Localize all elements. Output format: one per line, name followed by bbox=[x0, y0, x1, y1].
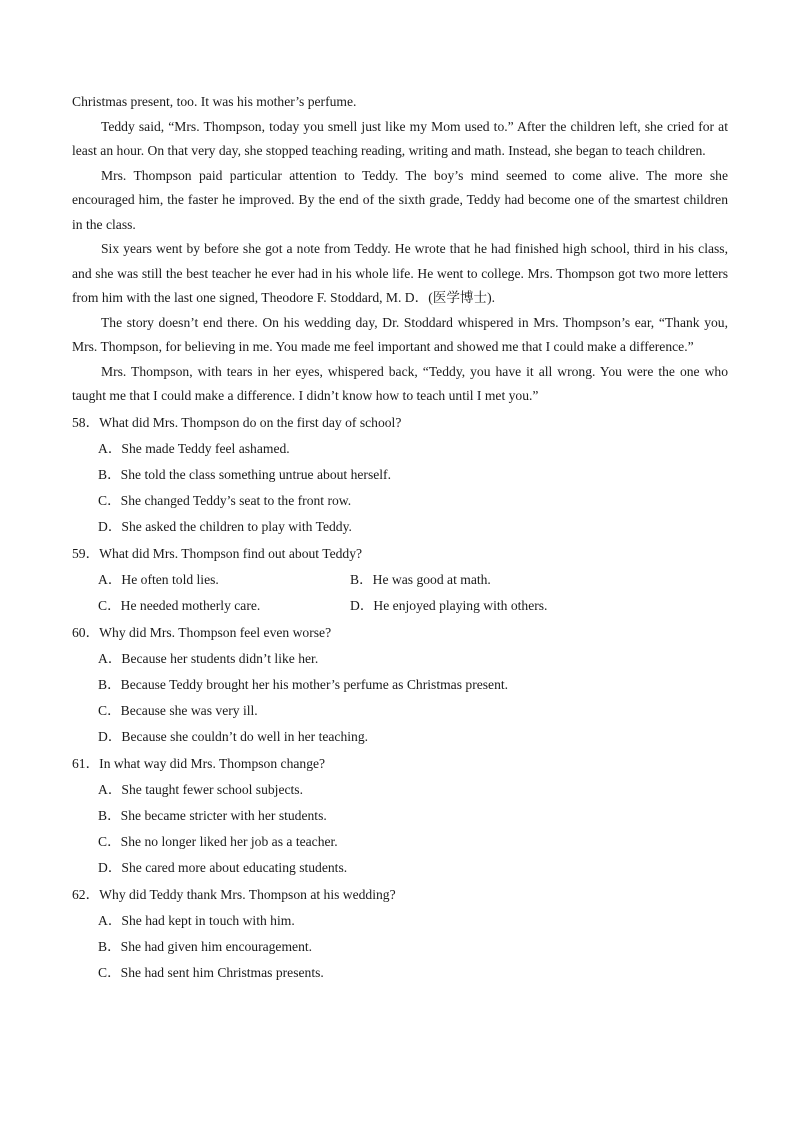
option-a: A．She had kept in touch with him. bbox=[98, 912, 295, 928]
question-stem: 60．Why did Mrs. Thompson feel even worse? bbox=[72, 624, 332, 640]
option-b: B．She had given him encouragement. bbox=[98, 938, 313, 954]
question-58 bbox=[72, 410, 728, 540]
question-stem: 58．What did Mrs. Thompson do on the first day of school? bbox=[72, 414, 402, 430]
option-c: C．She no longer liked her job as a teacher. bbox=[98, 833, 338, 849]
option-c: C．She changed Teddy’s seat to the front row. bbox=[98, 492, 352, 508]
question-stem: 59．What did Mrs. Thompson find out about Teddy? bbox=[72, 545, 363, 561]
option-list bbox=[72, 646, 728, 750]
option-d: D．She cared more about educating students. bbox=[98, 859, 348, 875]
passage-paragraph-2: Teddy said, “Mrs. Thompson, today you smell just like my Mom used to.” After the children left, she cried for at least an hour. On that very day, she stopped teaching reading, writing and math. Instead, she began to teach children. bbox=[72, 118, 728, 158]
option-d: D．She asked the children to play with Teddy. bbox=[98, 518, 352, 534]
option-c: C．He needed motherly care. bbox=[98, 597, 261, 613]
option-list bbox=[72, 436, 728, 540]
option-a: A．She made Teddy feel ashamed. bbox=[98, 440, 290, 456]
passage-paragraph-5: The story doesn’t end there. On his wedding day, Dr. Stoddard whispered in Mrs. Thompson’s ear, “Thank you, Mrs. Thompson, for believing in me. You made me feel important and showed me that I could make a difference.” bbox=[72, 314, 728, 354]
question-61 bbox=[72, 751, 728, 881]
passage-paragraph-4: Six years went by before she got a note from Teddy. He wrote that he had finished high school, third in his class, and she was still the best teacher he ever had in his whole life. He went to college. Mrs. Thompson got two more letters from him with the last one signed, Theodore F. Stoddard, M. D．(医学博士). bbox=[72, 241, 728, 305]
option-b: B．She became stricter with her students. bbox=[98, 807, 327, 823]
option-c: C．She had sent him Christmas presents. bbox=[98, 964, 324, 980]
question-60 bbox=[72, 620, 728, 750]
passage-paragraph-3: Mrs. Thompson paid particular attention to Teddy. The boy’s mind seemed to come alive. The more she encouraged him, the faster he improved. By the end of the sixth grade, Teddy had become one of the smartest children in the class. bbox=[72, 167, 728, 232]
option-list bbox=[72, 567, 728, 619]
option-d: D．Because she couldn’t do well in her teaching. bbox=[98, 728, 369, 744]
option-a: A．She taught fewer school subjects. bbox=[98, 781, 303, 797]
option-b: B．She told the class something untrue about herself. bbox=[98, 466, 391, 482]
option-c: C．Because she was very ill. bbox=[98, 702, 258, 718]
passage-paragraph-6: Mrs. Thompson, with tears in her eyes, whispered back, “Teddy, you have it all wrong. You were the one who taught me that I could make a difference. I didn’t know how to teach until I met you.” bbox=[72, 363, 728, 403]
question-62 bbox=[72, 882, 728, 986]
option-b: B．Because Teddy brought her his mother’s perfume as Christmas present. bbox=[98, 676, 509, 692]
question-stem: 62．Why did Teddy thank Mrs. Thompson at his wedding? bbox=[72, 886, 396, 902]
document-page bbox=[72, 90, 728, 986]
option-a: A．Because her students didn’t like her. bbox=[98, 650, 319, 666]
question-stem: 61．In what way did Mrs. Thompson change? bbox=[72, 755, 326, 771]
option-b: B．He was good at math. bbox=[350, 571, 491, 587]
option-list bbox=[72, 908, 728, 986]
passage bbox=[72, 90, 728, 409]
option-list bbox=[72, 777, 728, 881]
passage-paragraph-1: Christmas present, too. It was his mother’s perfume. bbox=[72, 94, 357, 109]
option-a: A．He often told lies. bbox=[98, 571, 219, 587]
option-d: D．He enjoyed playing with others. bbox=[350, 597, 548, 613]
question-59 bbox=[72, 541, 728, 619]
